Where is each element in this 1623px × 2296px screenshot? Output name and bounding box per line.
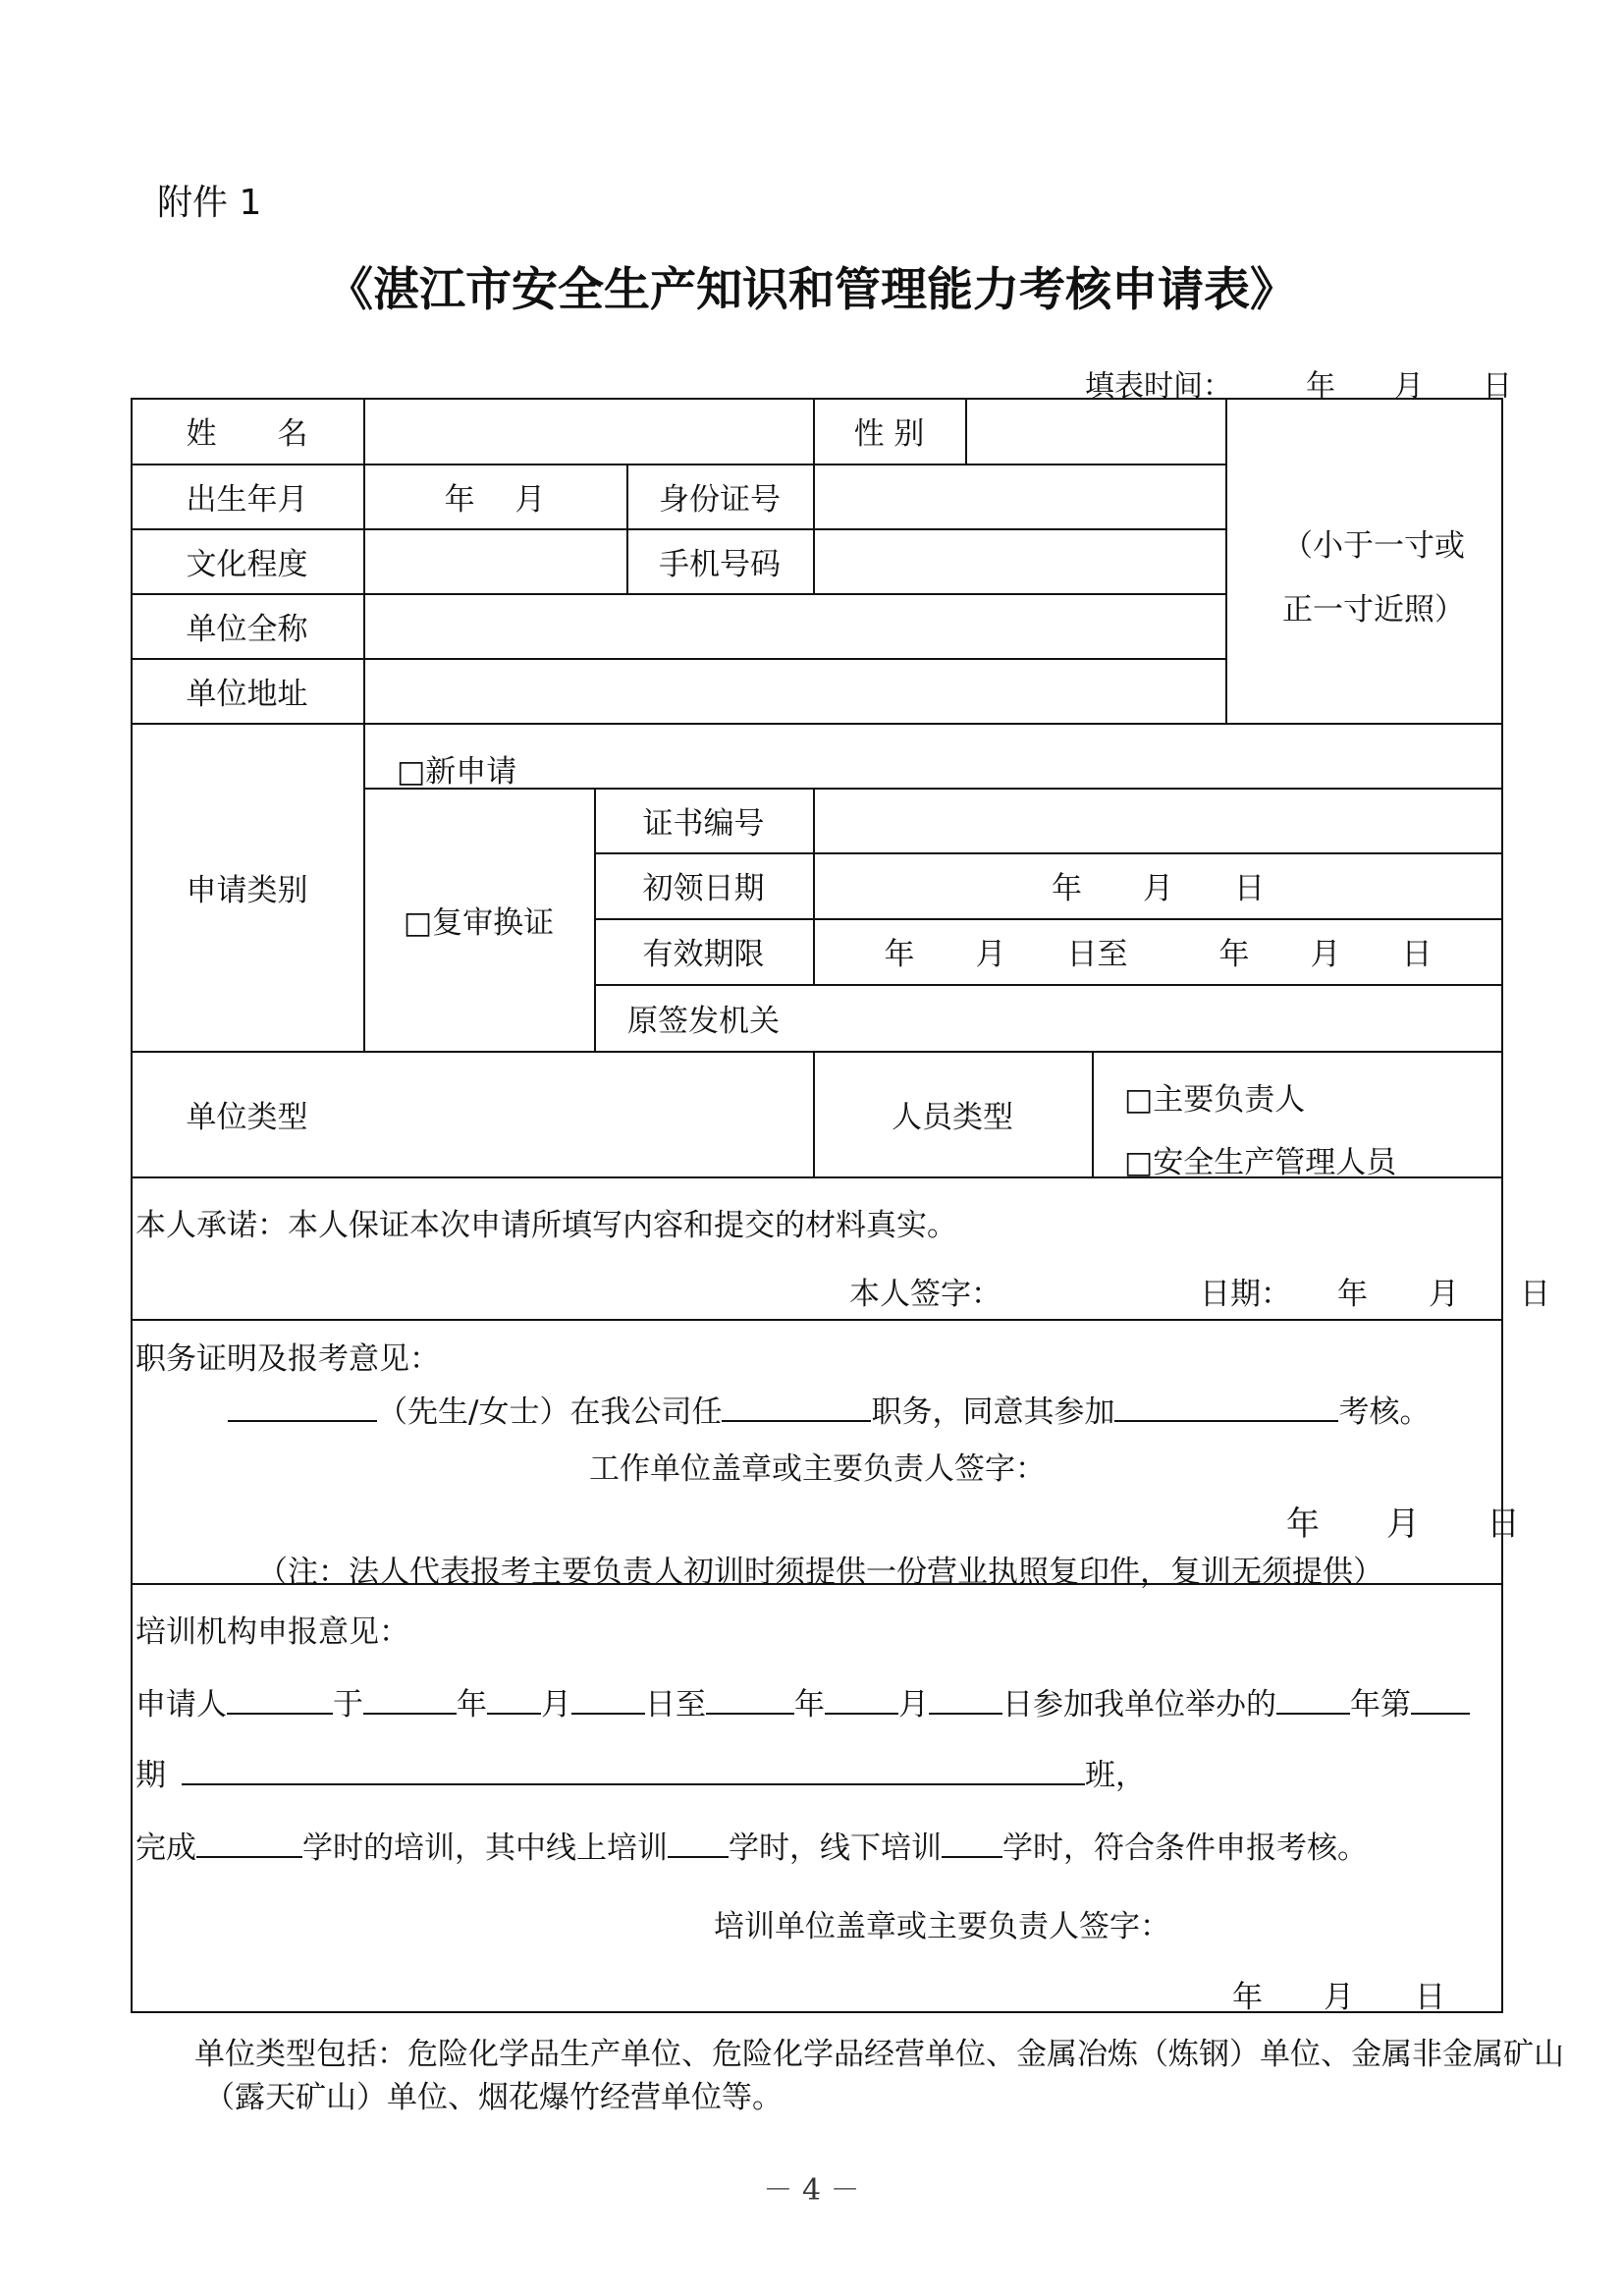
name-label: 姓 名 bbox=[186, 416, 308, 452]
unit-type-note-line1: 单位类型包括：危险化学品生产单位、危险化学品经营单位、金属冶炼（炼钢）单位、金属非金属矿山 bbox=[194, 2037, 1564, 2072]
photo-hint-line2: 正一寸近照） bbox=[1282, 592, 1465, 628]
col-divider bbox=[1092, 1051, 1094, 1176]
attachment-label: 附件 1 bbox=[157, 183, 262, 223]
training-line-2: 期 班， bbox=[135, 1750, 1146, 1794]
duty-segment-2: 职务，同意其参加 bbox=[871, 1394, 1115, 1430]
duty-segment-3: 考核。 bbox=[1338, 1394, 1431, 1430]
education-label: 文化程度 bbox=[186, 546, 308, 582]
issuer-field[interactable] bbox=[813, 984, 1503, 1051]
duty-sign-label: 工作单位盖章或主要负责人签字： bbox=[589, 1451, 1046, 1487]
unit-address-field[interactable] bbox=[363, 658, 1225, 723]
unit-name-field[interactable] bbox=[363, 593, 1225, 658]
person-type-safety-manager-checkbox[interactable]: □安全生产管理人员 bbox=[1124, 1145, 1397, 1180]
fill-time-label: 填表时间： bbox=[1085, 369, 1232, 404]
training-sign-label: 培训单位盖章或主要负责人签字： bbox=[714, 1909, 1170, 1944]
gender-field[interactable] bbox=[965, 398, 1225, 464]
first-issue-field[interactable]: 年 月 日 bbox=[1052, 871, 1265, 906]
training-title: 培训机构申报意见： bbox=[135, 1614, 409, 1650]
category-label: 申请类别 bbox=[186, 872, 308, 908]
applicant-name-blank[interactable] bbox=[228, 1391, 377, 1422]
unit-address-label: 单位地址 bbox=[186, 676, 308, 712]
photo-area[interactable] bbox=[1227, 400, 1501, 721]
training-line-3: 完成 学时的培训，其中线上培训 学时，线下培训 学时，符合条件申报考核。 bbox=[135, 1823, 1368, 1867]
pledge-date-label: 日期： bbox=[1200, 1277, 1291, 1312]
person-type-label: 人员类型 bbox=[892, 1099, 1013, 1135]
validity-field[interactable]: 年 月 日至 年 月 日 bbox=[884, 937, 1433, 972]
birth-label: 出生年月 bbox=[186, 481, 308, 518]
name-field[interactable] bbox=[363, 398, 813, 464]
training-line-1: 申请人 于 年 月 日至 年 月 日参加我单位举办的 年第 bbox=[135, 1679, 1470, 1723]
duty-title: 职务证明及报考意见： bbox=[135, 1341, 440, 1377]
duty-note: （注：法人代表报考主要负责人初训时须提供一份营业执照复印件，复训无须提供） bbox=[257, 1555, 1383, 1590]
pledge-sign-label: 本人签字： bbox=[849, 1277, 1001, 1312]
new-application-checkbox[interactable]: □新申请 bbox=[397, 754, 517, 790]
gender-label: 性 别 bbox=[853, 416, 925, 452]
person-type-principal-checkbox[interactable]: □主要负责人 bbox=[1124, 1082, 1306, 1118]
id-field[interactable] bbox=[813, 464, 1225, 528]
first-issue-label: 初领日期 bbox=[642, 871, 765, 906]
education-field[interactable] bbox=[363, 528, 626, 593]
row-divider bbox=[131, 1319, 1503, 1321]
unit-type-field[interactable] bbox=[363, 1051, 813, 1176]
form-title: 《湛江市安全生产知识和管理能力考核申请表》 bbox=[327, 263, 1296, 317]
phone-label: 手机号码 bbox=[659, 546, 781, 582]
exam-type-blank[interactable] bbox=[1114, 1391, 1338, 1422]
pledge-text: 本人承诺：本人保证本次申请所填写内容和提交的材料真实。 bbox=[135, 1208, 957, 1243]
issuer-label: 原签发机关 bbox=[627, 1003, 780, 1039]
duty-segment-1: （先生/女士）在我公司任 bbox=[377, 1394, 723, 1430]
cert-number-label: 证书编号 bbox=[642, 805, 765, 842]
duty-date: 年 月 日 bbox=[1286, 1504, 1520, 1544]
photo-hint-line1: （小于一寸或 bbox=[1282, 528, 1465, 564]
cert-number-field[interactable] bbox=[813, 788, 1503, 852]
page-number: － 4 － bbox=[763, 2173, 860, 2208]
id-label: 身份证号 bbox=[659, 481, 781, 518]
training-date: 年 月 日 bbox=[1232, 1980, 1445, 2015]
position-blank[interactable] bbox=[722, 1391, 871, 1422]
unit-name-label: 单位全称 bbox=[186, 611, 308, 647]
phone-field[interactable] bbox=[813, 528, 1225, 593]
renewal-checkbox[interactable]: □复审换证 bbox=[403, 904, 555, 941]
validity-label: 有效期限 bbox=[642, 937, 765, 972]
fill-time-date: 年 月 日 bbox=[1306, 369, 1512, 404]
unit-type-note-line2: （露天矿山）单位、烟花爆竹经营单位等。 bbox=[204, 2080, 783, 2115]
pledge-date-value: 年 月 日 bbox=[1337, 1277, 1550, 1312]
duty-statement bbox=[228, 1387, 1430, 1431]
birth-field[interactable]: 年 月 bbox=[444, 481, 546, 518]
class-name-blank[interactable] bbox=[182, 1754, 1085, 1785]
unit-type-label: 单位类型 bbox=[186, 1099, 308, 1135]
